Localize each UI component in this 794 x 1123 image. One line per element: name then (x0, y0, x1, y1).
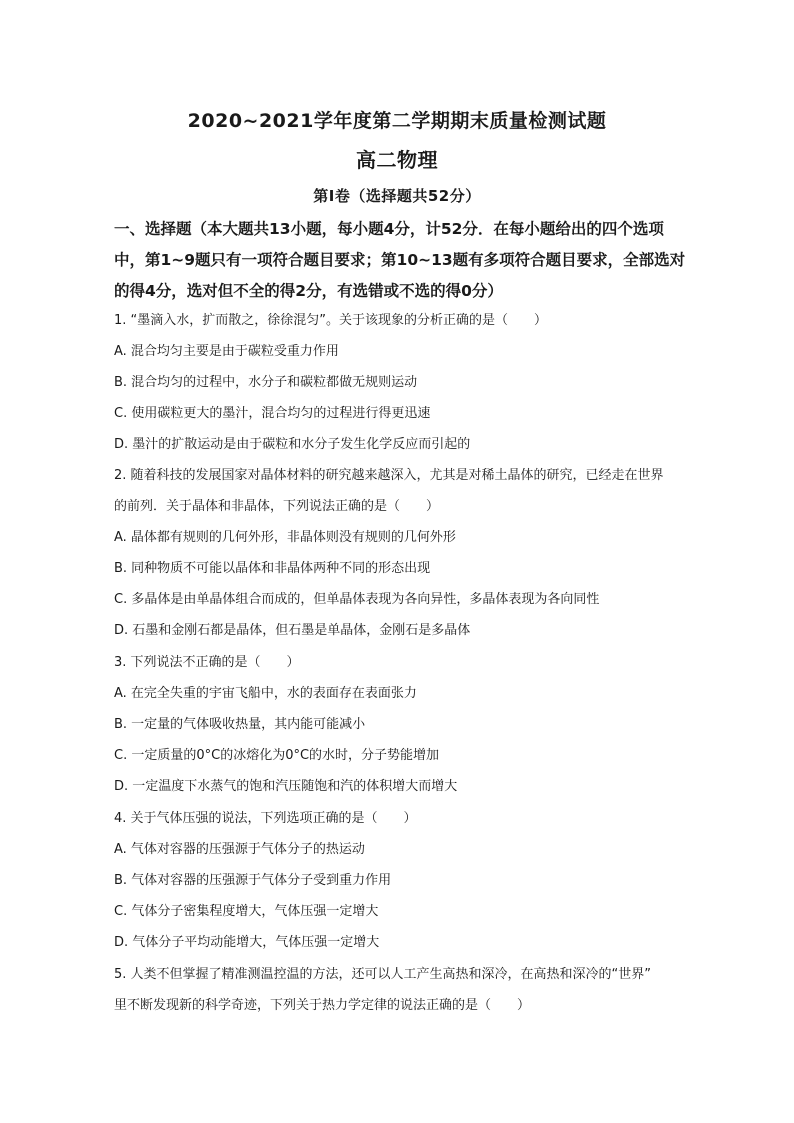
question-3-option-c: C. 一定质量的0°C的冰熔化为0°C的水时，分子势能增加 (114, 748, 440, 763)
question-2-option-a: A. 晶体都有规则的几何外形，非晶体则没有规则的几何外形 (114, 530, 456, 545)
question-3-option-a: A. 在完全失重的宇宙飞船中，水的表面存在表面张力 (114, 686, 417, 701)
question-4-option-c: C. 气体分子密集程度增大，气体压强一定增大 (114, 904, 379, 919)
question-3-option-d: D. 一定温度下水蒸气的饱和汽压随饱和汽的体积增大而增大 (114, 779, 458, 794)
question-1-option-c: C. 使用碳粒更大的墨汁，混合均匀的过程进行得更迅速 (114, 406, 431, 421)
section-instructions (114, 214, 704, 307)
question-5-stem: 里不断发现新的科学奇迹，下列关于热力学定律的说法正确的是（ ） (114, 998, 531, 1013)
question-2-option-c: C. 多晶体是由单晶体组合而成的，但单晶体表现为各向异性，多晶体表现为各向同性 (114, 592, 600, 607)
question-1-stem: 1. “墨滴入水，扩而散之，徐徐混匀”。关于该现象的分析正确的是（ ） (114, 313, 548, 328)
question-2-option-d: D. 石墨和金刚石都是晶体，但石墨是单晶体，金刚石是多晶体 (114, 623, 471, 638)
question-3-stem: 3. 下列说法不正确的是（ ） (114, 655, 300, 670)
question-4-option-d: D. 气体分子平均动能增大，气体压强一定增大 (114, 935, 380, 950)
question-2-stem: 2. 随着科技的发展国家对晶体材料的研究越来越深入，尤其是对稀土晶体的研究，已经走在世界 (114, 468, 664, 483)
question-4-option-a: A. 气体对容器的压强源于气体分子的热运动 (114, 842, 365, 857)
question-4-stem: 4. 关于气体压强的说法，下列选项正确的是（ ） (114, 811, 417, 826)
question-2-option-b: B. 同种物质不可能以晶体和非晶体两种不同的形态出现 (114, 561, 431, 576)
question-5-stem: 5. 人类不但掌握了精准测温控温的方法，还可以人工产生高热和深冷，在高热和深冷的“世界” (114, 967, 652, 982)
question-3-option-b: B. 一定量的气体吸收热量，其内能可能减小 (114, 717, 366, 732)
instruction-line: 的得4分，选对但不全的得2分，有选错或不选的得0分） (114, 282, 503, 300)
question-1-option-d: D. 墨汁的扩散运动是由于碳粒和水分子发生化学反应而引起的 (114, 437, 471, 452)
part-heading: 第Ⅰ卷（选择题共52分） (313, 187, 481, 205)
subject-title: 高二物理 (356, 148, 438, 172)
question-4-option-b: B. 气体对容器的压强源于气体分子受到重力作用 (114, 873, 392, 888)
question-1-option-b: B. 混合均匀的过程中，水分子和碳粒都做无规则运动 (114, 375, 418, 390)
instruction-line: 一、选择题（本大题共13小题，每小题4分，计52分．在每小题给出的四个选项 (114, 220, 664, 238)
instruction-line: 中，第1~9题只有一项符合题目要求；第10~13题有多项符合题目要求，全部选对 (114, 251, 686, 269)
question-2-stem: 的前列．关于晶体和非晶体，下列说法正确的是（ ） (114, 499, 440, 514)
question-1-option-a: A. 混合均匀主要是由于碳粒受重力作用 (114, 344, 339, 359)
exam-title: 2020~2021学年度第二学期期末质量检测试题 (187, 110, 607, 132)
